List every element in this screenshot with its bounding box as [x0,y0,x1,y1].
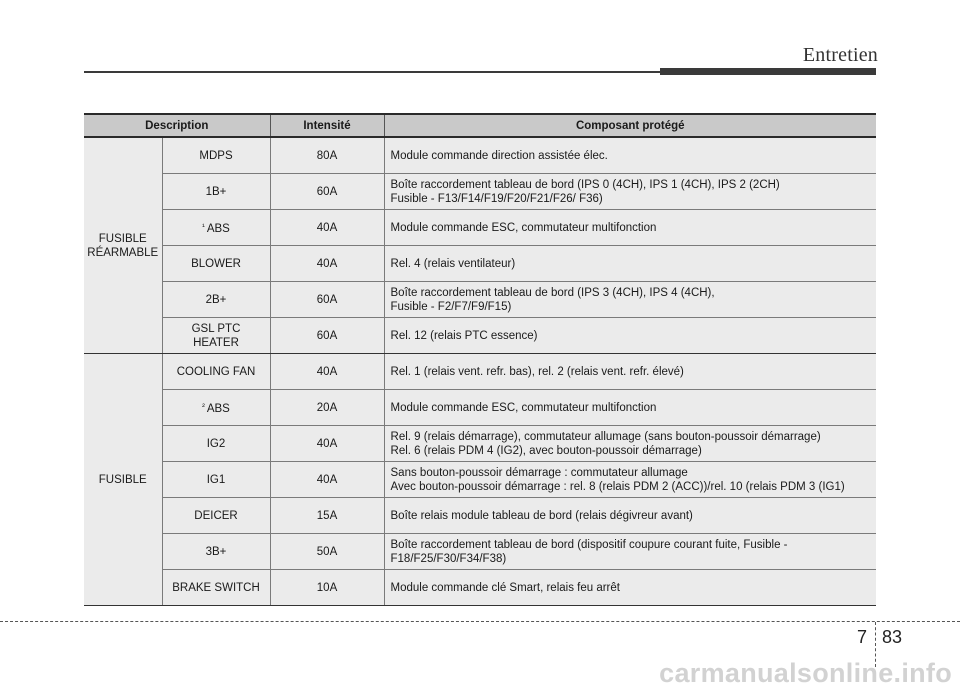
fuse-table [84,113,876,606]
fuse-amperage: 40A [270,426,384,462]
fuse-name [162,246,270,282]
table-header-row [84,114,876,137]
fuse-name [162,282,270,318]
fuse-name-text: IG2 [206,437,226,450]
fuse-amperage: 20A [270,390,384,426]
fuse-name [162,354,270,390]
table-row [84,354,876,390]
footnote-marker: ¹ [202,221,205,231]
fuse-name-text: DEICER [194,509,238,522]
fuse-amperage: 60A [270,318,384,354]
protected-component: Rel. 1 (relais vent. refr. bas), rel. 2 (relais vent. refr. élevé) [384,354,876,390]
protected-component: Sans bouton-poussoir démarrage : commutateur allumage Avec bouton-poussoir démarrage : rel. 8 (relais PDM 2 (ACC))/rel. 10 (relais PDM 3 (IG1) [384,462,876,498]
fuse-amperage: 40A [270,210,384,246]
fuse-name [162,210,270,246]
protected-component: Boîte raccordement tableau de bord (IPS 3 (4CH), IPS 4 (4CH), Fusible - F2/F7/F9/F15) [384,282,876,318]
fuse-name [162,318,270,354]
protected-component: Boîte raccordement tableau de bord (dispositif coupure courant fuite, Fusible - F18/F25/F30/F34/F38) [384,534,876,570]
fuse-name-text: ABS [206,222,230,235]
protected-component: Rel. 12 (relais PTC essence) [384,318,876,354]
column-header-component: Composant protégé [384,114,876,137]
fuse-name-text: 3B+ [205,545,227,558]
fuse-name [162,462,270,498]
table-row [84,137,876,174]
header-rule [84,71,660,73]
fuse-name-text: BLOWER [191,257,241,270]
protected-component: Module commande clé Smart, relais feu arrêt [384,570,876,606]
fuse-amperage: 15A [270,498,384,534]
fuse-group-label: FUSIBLE RÉARMABLE [84,137,162,354]
fuse-name-text: COOLING FAN [176,365,256,378]
fuse-name-text: BRAKE SWITCH [172,581,260,594]
chapter-number: 7 [857,627,868,647]
fuse-amperage: 60A [270,174,384,210]
fuse-amperage: 50A [270,534,384,570]
table-row [84,426,876,462]
protected-component: Module commande ESC, commutateur multifonction [384,390,876,426]
fuse-name-text: GSL PTC HEATER [191,322,241,349]
fuse-name [162,390,270,426]
column-header-description: Description [84,114,270,137]
protected-component: Module commande ESC, commutateur multifonction [384,210,876,246]
fuse-name-text: IG1 [206,473,226,486]
fuse-name-text: MDPS [199,149,233,162]
protected-component: Rel. 4 (relais ventilateur) [384,246,876,282]
fuse-amperage: 40A [270,354,384,390]
protected-component: Boîte raccordement tableau de bord (IPS 0 (4CH), IPS 1 (4CH), IPS 2 (2CH) Fusible - F13/F14/F19/F20/F21/F26/ F36) [384,174,876,210]
protected-component: Rel. 9 (relais démarrage), commutateur allumage (sans bouton-poussoir démarrage) Rel. 6 (relais PDM 4 (IG2), avec bouton-poussoir démarrage) [384,426,876,462]
fuse-name [162,534,270,570]
fuse-group-label: FUSIBLE [84,354,162,606]
fuse-name-text: 1B+ [205,185,227,198]
fuse-amperage: 80A [270,137,384,174]
footer-divider [0,621,960,622]
table-row [84,498,876,534]
table-row [84,390,876,426]
table-row [84,174,876,210]
table-row [84,570,876,606]
fuse-name [162,137,270,174]
fuse-name-text: ABS [206,402,230,415]
section-title: Entretien [802,44,878,66]
fuse-amperage: 40A [270,462,384,498]
protected-component: Boîte relais module tableau de bord (relais dégivreur avant) [384,498,876,534]
header-rule-accent [660,68,876,75]
column-header-intensity: Intensité [270,114,384,137]
table-row [84,534,876,570]
page-number: 83 [882,627,903,647]
table-row [84,246,876,282]
fuse-name [162,426,270,462]
fuse-name [162,570,270,606]
fuse-name-text: 2B+ [205,293,227,306]
fuse-name [162,174,270,210]
watermark: carmanualsonline.info [659,658,952,688]
table-row [84,318,876,354]
table-row [84,210,876,246]
table-row [84,462,876,498]
fuse-amperage: 60A [270,282,384,318]
footnote-marker: ² [202,401,205,411]
protected-component: Module commande direction assistée élec. [384,137,876,174]
fuse-amperage: 40A [270,246,384,282]
fuse-name [162,498,270,534]
fuse-amperage: 10A [270,570,384,606]
table-row [84,282,876,318]
